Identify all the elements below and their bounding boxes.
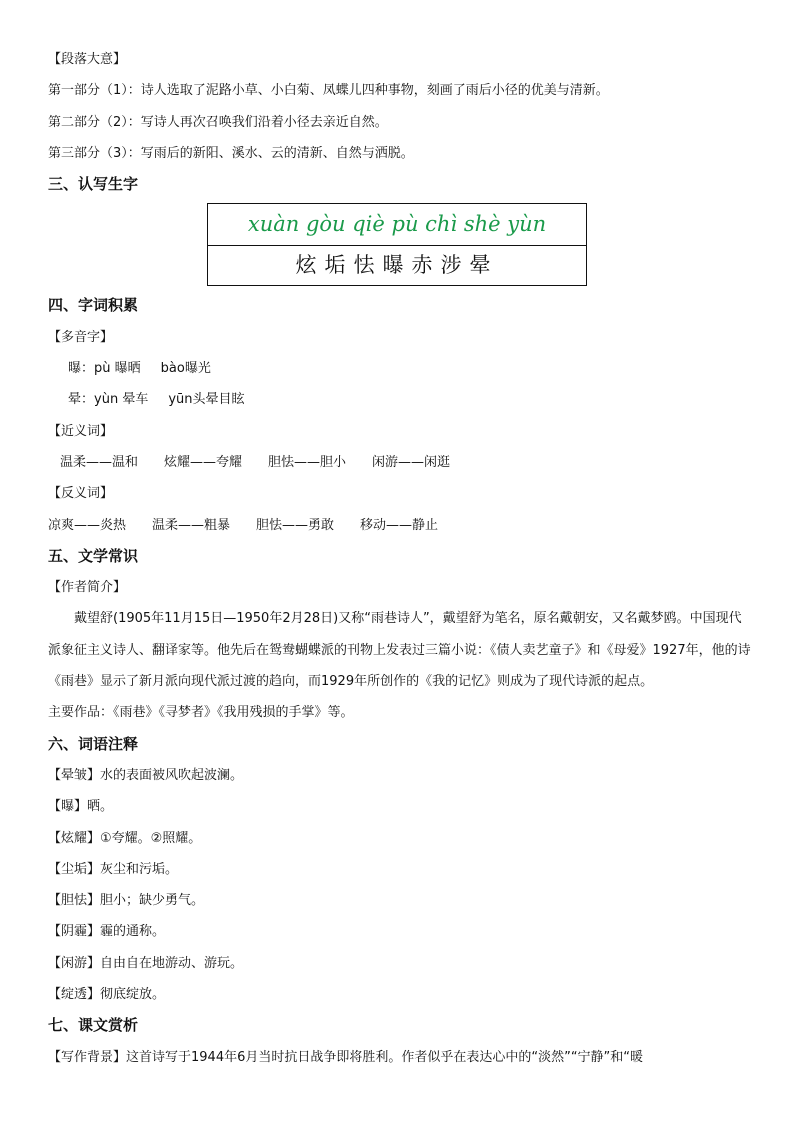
polyphone-char: 曝：	[68, 361, 95, 377]
annotation-item: 【尘垢】灰尘和污垢。	[48, 861, 179, 877]
polyphone-reading: yùn 晕车	[94, 392, 149, 408]
annotation-item: 【晕皱】水的表面被风吹起波澜。	[48, 767, 244, 783]
antonym-pair: 温柔——粗暴	[152, 517, 231, 533]
antonym-pair: 胆怯——勇敢	[256, 517, 335, 533]
document-page	[48, 44, 753, 1073]
synonym-pair: 闲游——闲逛	[372, 454, 451, 470]
author-label: 【作者简介】	[48, 580, 127, 596]
paragraph-summary-label: 【段落大意】	[48, 52, 127, 67]
annotation-item: 【阴霾】霾的通称。	[48, 924, 166, 940]
characters-row: 炫垢怯曝赤涉晕	[295, 253, 499, 278]
polyphone-item	[48, 384, 753, 415]
summary-item: 第一部分（1）：诗人选取了泥路小草、小白菊、凤蝶儿四种事物，刻画了雨后小径的优美与清新。	[48, 83, 609, 99]
main-works: 主要作品：《雨巷》《寻梦者》《我用残损的手掌》等。	[48, 705, 354, 721]
polyphone-reading: pù 曝晒	[94, 361, 141, 377]
annotation-item: 【闲游】自由自在地游动、游玩。	[48, 955, 244, 971]
section-heading-7: 七、课文赏析	[48, 1016, 139, 1035]
antonym-pair: 移动——静止	[360, 517, 439, 533]
annotation-item: 【胆怯】胆小；缺少勇气。	[48, 893, 205, 909]
synonym-label: 【近义词】	[48, 423, 114, 439]
antonym-label: 【反义词】	[48, 486, 114, 502]
polyphone-reading: yūn头晕目眩	[168, 392, 245, 408]
pinyin-row: xuàn gòu qiè pù chì shè yùn	[208, 204, 586, 246]
polyphone-char: 晕：	[68, 392, 95, 408]
writing-background: 【写作背景】这首诗写于1944年6月当时抗日战争即将胜利。作者似乎在表达心中的“淡然”“宁静”和“暖	[48, 1049, 644, 1065]
annotation-item: 【炫耀】①夸耀。②照耀。	[48, 830, 202, 846]
antonym-list	[48, 510, 753, 541]
summary-item: 第三部分（3）：写雨后的新阳、溪水、云的清新、自然与洒脱。	[48, 145, 414, 161]
synonym-list	[48, 447, 753, 478]
section-heading-5: 五、文学常识	[48, 546, 139, 565]
annotation-item: 【曝】晒。	[48, 799, 114, 815]
synonym-pair: 炫耀——夸耀	[164, 454, 243, 470]
polyphone-item	[48, 353, 753, 384]
section-heading-3: 三、认写生字	[48, 175, 139, 194]
antonym-pair: 凉爽——炎热	[48, 517, 127, 533]
annotation-item: 【绽透】彻底绽放。	[48, 987, 166, 1003]
polyphone-label: 【多音字】	[48, 329, 114, 345]
section-heading-4: 四、字词积累	[48, 296, 139, 315]
polyphone-reading: bào曝光	[160, 361, 211, 377]
section-heading-6: 六、词语注释	[48, 734, 139, 753]
synonym-pair: 温柔——温和	[60, 454, 139, 470]
author-bio: 戴望舒(1905年11月15日—1950年2月28日)又称“雨巷诗人”，戴望舒为笔名，原名戴朝安，又名戴梦鸥。中国现代派象征主义诗人、翻译家等。他先后在鸳鸯蝴蝶派的刊物上发表过三篇小说：《债人卖艺童子》和《母爱》1927年，他的诗《雨巷》显示了新月派向现代派过渡的趋向，而1929年所创作的《我的记忆》则成为了现代诗派的起点。	[48, 611, 751, 690]
synonym-pair: 胆怯——胆小	[268, 454, 347, 470]
summary-item: 第二部分（2）：写诗人再次召唤我们沿着小径去亲近自然。	[48, 114, 388, 130]
character-table	[207, 203, 587, 286]
